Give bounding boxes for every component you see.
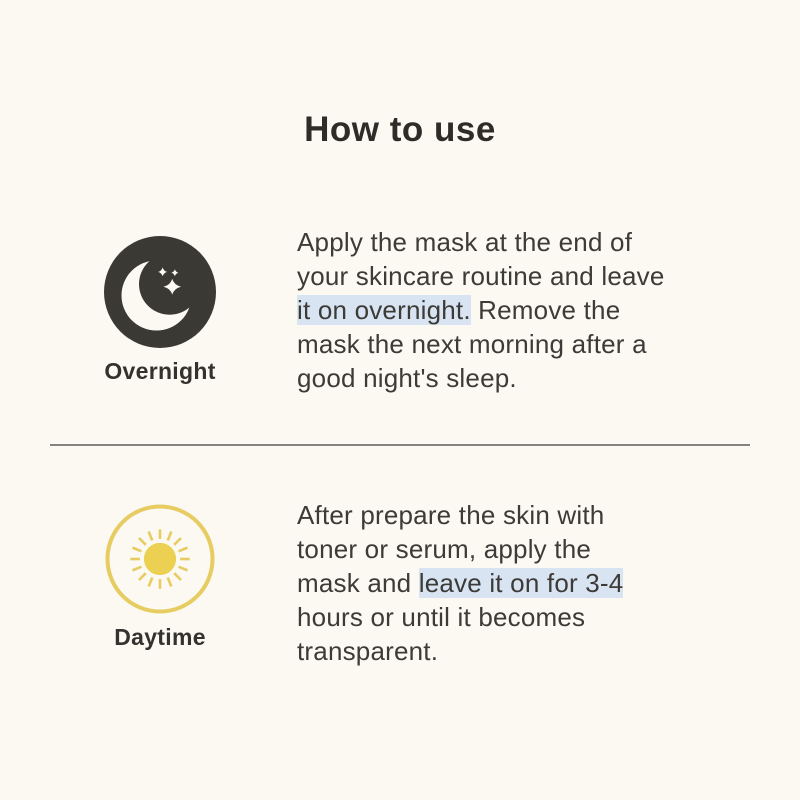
page-title: How to use (304, 110, 496, 149)
text-segment: good night's sleep. (297, 363, 517, 393)
daytime-instructions (297, 498, 727, 668)
text-segment: After prepare the skin with (297, 500, 605, 530)
moon-stars-icon (104, 236, 216, 348)
text-line (297, 361, 727, 395)
text-segment: Apply the mask at the end of (297, 227, 633, 257)
highlighted-text: leave it on for 3-4 (418, 568, 624, 598)
section-divider (50, 444, 750, 446)
text-segment: mask the next morning after a (297, 329, 647, 359)
text-line (297, 293, 727, 327)
text-line (297, 498, 727, 532)
text-segment: mask and (297, 568, 419, 598)
overnight-label: Overnight (104, 358, 216, 384)
text-segment: toner or serum, apply the (297, 534, 592, 564)
text-line (297, 532, 727, 566)
daytime-label: Daytime (114, 624, 206, 650)
text-segment: hours or until it becomes (297, 602, 586, 632)
sun-icon (104, 503, 216, 615)
text-segment: Remove the (470, 295, 621, 325)
text-line (297, 259, 727, 293)
text-segment: your skincare routine and leave (297, 261, 665, 291)
text-line (297, 566, 727, 600)
text-line (297, 634, 727, 668)
text-line (297, 327, 727, 361)
text-line (297, 600, 727, 634)
text-line (297, 225, 727, 259)
overnight-instructions (297, 225, 727, 395)
text-segment: transparent. (297, 636, 439, 666)
highlighted-text: it on overnight. (297, 295, 471, 325)
